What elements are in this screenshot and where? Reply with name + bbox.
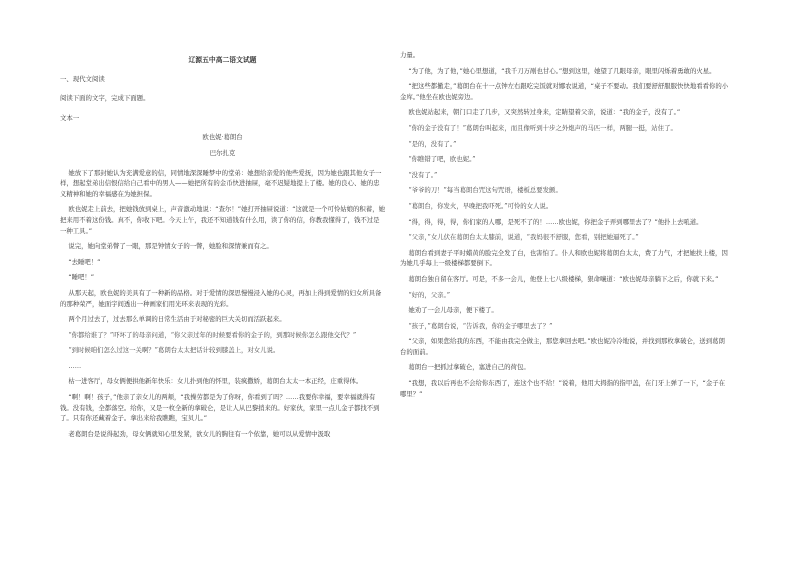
paragraph: “睡吧！” [68,273,95,282]
paragraph: “为了他，为了他，”她心里想道，“我千刀万剐也甘心。”想到这里，她望了几眼母亲，眼里闪烁着勇敢的火星。 [408,66,716,75]
paragraph: “孩子，”葛朗台说，“告诉我，你的金子哪里去了？” [408,321,553,330]
paragraph: 葛朗台一把抓过拿破仑，塞进自己的荷包。 [408,363,530,372]
right-column [400,50,730,399]
paragraph: “你瞧错了吧，欧也妮。” [408,155,476,164]
section-heading: 一、现代文阅读 [60,74,105,83]
instruction: 阅读下面的文字，完成下面题。 [60,94,150,103]
paragraph: “到时候咱们怎么过这一关啊？”葛朗台太太把话计较到膝盖上，对女儿说。 [68,346,280,355]
paragraph: 老葛朗台是说得起劲，母女俩就知心里发紧，欲女儿的胸往有一个依靠，她可以从爱情中汲取 [68,429,331,438]
paragraph: “是的，没有了。” [408,139,457,148]
paragraph: 葛朗台独自留在客厅。可是，不多一会儿，他登上七八级楼梯，狠命嚷道：“欧也妮母亲躺下之后，你就下来。” [408,274,719,283]
exam-title: 辽源五中高二语文试题 [188,56,257,64]
paragraph: “得，得，得，得，你们家的人哪，是死不了的！……欧也妮，你把金子弄到哪里去了？”他扑上去吼道。 [408,217,703,226]
paragraph: 从那天起，欧也妮的美具有了一种新的品格。对于爱情的深思慢慢浸入她的心灵，再加上得到爱情的妇女所具备的那种荣严，她面宇间透出一种画家们用光环来表现的光彩。 [60,288,382,308]
work-title: 欧也妮·葛朗台 [202,133,243,142]
paragraph: “去睡吧！” [68,257,101,266]
paragraph: “好的，父亲。” [408,290,450,299]
paragraph: “爷爷的刀！”每当葛朗台咒这句咒语，楼板总要发颤。 [408,186,562,195]
paragraph: “啊！啊！孩子，”他亲了亲女儿的两颊，“我操劳都是为了你呀，你看到了吗？……我要你幸福，要幸福就得有钱。没有钱，全都落空。给你，又是一枚全新的拿破仑，是让人从巴黎捎来的。好家伙，家里一点儿金子都找不到了。只有你还藏着金子。拿出来给我瞧瞧，宝贝儿。” [60,393,380,423]
paragraph: “父亲，如果您给我的东西，不能由我完全做主，那您拿回去吧。”欧也妮冷冷地说，并找到那枚拿破仑，送到葛朗台的面前。 [400,337,725,356]
paragraph: “葛朗台，你发火，早晚把我吓死。”可怜的女人说。 [408,201,553,210]
paragraph: “你都给谁了？”吓坏了的母亲问道，“你父亲过年的时候要看你的金子的，到那时候你怎么跟他交代？” [68,330,357,339]
paragraph: “把这些都撤走，”葛朗台在十一点钟左右跟吃完饭就对娜农说道，“桌子不要动。我们要舒舒服服快快地看看你的小金库。”他坐在欧也妮旁边。 [400,82,729,101]
paragraph: 欧也妮走上前去，把她钱放到桌上，声音激动地说：“查尔！”她打开抽屉说道：“这就是一个可怜姑娘的积蓄，她把来用不着这份钱。真不，你收下吧。今天上午，我还不知道钱有什么用，读了你的信，你教我懂得了，钱不过是一种工具。” [60,205,385,235]
paragraph: 两个月过去了，过去那么单调的日常生活由于对秘密的巨大关切而活跃起来。 [68,315,286,324]
left-column [60,48,385,439]
paragraph: 枯一进客厅，母女俩便拱他新年快乐：女儿扑到他的怀里，装疯撒娇，葛朗台太太一本正经，庄重得体。 [68,377,363,386]
paragraph: 她放下了那封她认为充满爱意的信，同情地深深睡梦中的堂弟：她想给亲爱的他些爱抚，因为她也跟其他女子一样，想起堂弟出信恨信给自己看中的男人——她把所有的金币快进抽屉，毫不迟疑地提上了楼。她的良心、她的忠义精神和她的幸福感在为她担保。 [60,168,382,198]
paragraph: 说完，她向堂弟瞥了一眼，那是钟情女子的一瞥，她脸和深情兼而有之。 [68,242,273,251]
paragraph: “你的金子没有了！”葛朗台叫起来，而且像听到十步之外炮声的马匹一样，两腿一挺，站住了。 [408,123,677,132]
author: 巴尔扎克 [209,148,236,157]
text-label: 文本一 [60,113,80,122]
paragraph: “我想，我以后再也不会给你东西了，连这个也不给！”说着，他用大拇指的指甲盖，在门牙上弹了一下，“金子在哪里？” [400,379,725,398]
paragraph: 欧也妮站起来，朝门口走了几步，又突然转过身来，定睛望着父亲，说道：“我的金子，没有了。” [408,108,681,117]
ellipsis: …… [68,361,82,370]
paragraph: “父亲，”女儿伏在葛朗台太太膝前，说道，“我妈很不舒服，您看，别把她逼死了。” [408,233,639,242]
paragraph: 力量。 [400,51,420,59]
paragraph: “没有了。” [408,170,438,179]
paragraph: 葛朗台看到妻子平时蜡黄的脸完全发了白，也害怕了。仆人和欧也妮将葛朗台太太，费了力气，才把她扶上楼，因为她几乎每上一级楼梯都要倒下。 [400,248,728,268]
paragraph: 她劝了一会儿母亲，便下楼了。 [408,306,498,315]
